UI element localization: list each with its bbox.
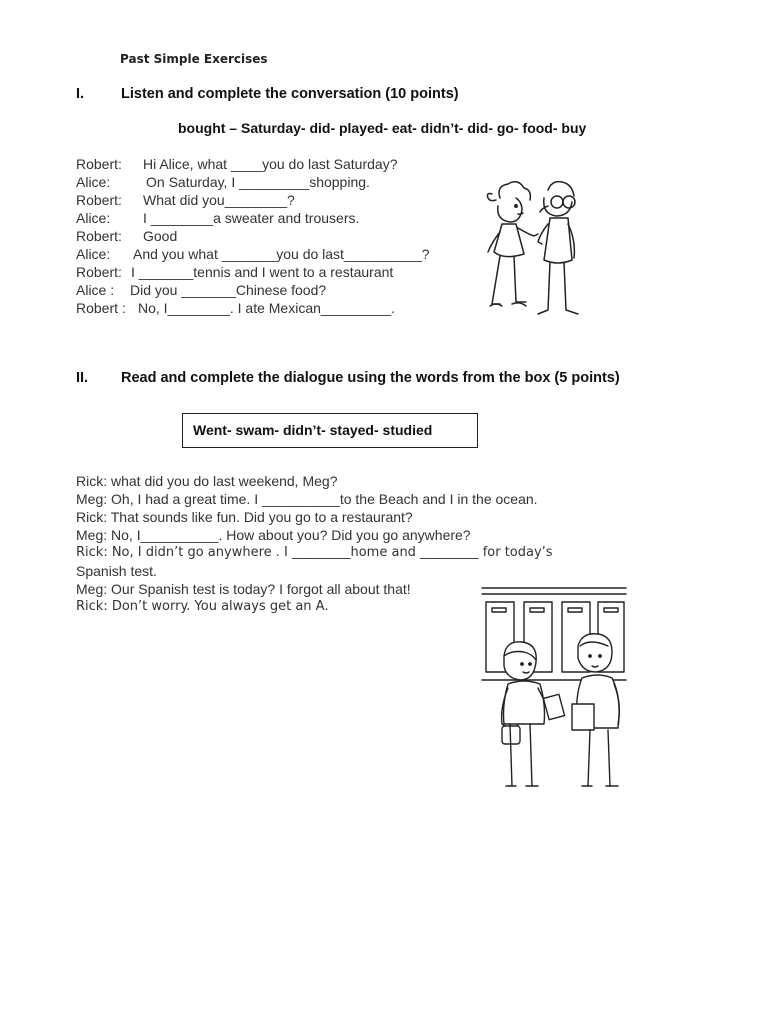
dialogue-line: Rick: Don’t worry. You always get an A.: [76, 599, 329, 614]
dialogue-line: Meg: Oh, I had a great time. I __________to the Beach and I in the ocean.: [76, 491, 538, 507]
word-box-text: Went- swam- didn’t- stayed- studied: [193, 422, 433, 438]
dialogue-line: Spanish test.: [76, 563, 157, 579]
section-2-number: II.: [76, 370, 89, 386]
section-1-number: I.: [76, 86, 85, 102]
dialogue-line: Alice: On Saturday, I _________shopping.: [76, 174, 370, 190]
section-2-heading: Read and complete the dialogue using the words from the box (5 points): [121, 370, 620, 386]
section-1-word-bank: bought – Saturday- did- played- eat- didn’t- did- go- food- buy: [178, 120, 587, 136]
word-box: [182, 413, 478, 448]
kids-talking-illustration: [478, 176, 588, 324]
section-1-heading: Listen and complete the conversation (10 points): [121, 86, 459, 102]
dialogue-line: Rick: That sounds like fun. Did you go to a restaurant?: [76, 509, 413, 525]
dialogue-line: Robert: I _______tennis and I went to a restaurant: [76, 264, 394, 280]
dialogue-line: Rick: No, I didn’t go anywhere . I _________home and _________ for today’s: [76, 545, 553, 560]
dialogue-line: Robert: Good: [76, 228, 178, 244]
document-title: Past Simple Exercises: [120, 52, 268, 66]
dialogue-line: Meg: No, I__________. How about you? Did you go anywhere?: [76, 527, 471, 543]
students-at-lockers-illustration: [478, 584, 630, 790]
dialogue-line: Alice: And you what _______you do last__________?: [76, 246, 430, 262]
dialogue-line: Alice : Did you _______Chinese food?: [76, 282, 327, 298]
dialogue-line: Robert: Hi Alice, what ____you do last Saturday?: [76, 156, 398, 172]
dialogue-line: Alice: I ________a sweater and trousers.: [76, 210, 360, 226]
dialogue-line: Robert: What did you________?: [76, 192, 295, 208]
dialogue-line: Meg: Our Spanish test is today? I forgot all about that!: [76, 581, 411, 597]
dialogue-line: Robert : No, I________. I ate Mexican_________.: [76, 300, 395, 316]
dialogue-line: Rick: what did you do last weekend, Meg?: [76, 473, 338, 489]
